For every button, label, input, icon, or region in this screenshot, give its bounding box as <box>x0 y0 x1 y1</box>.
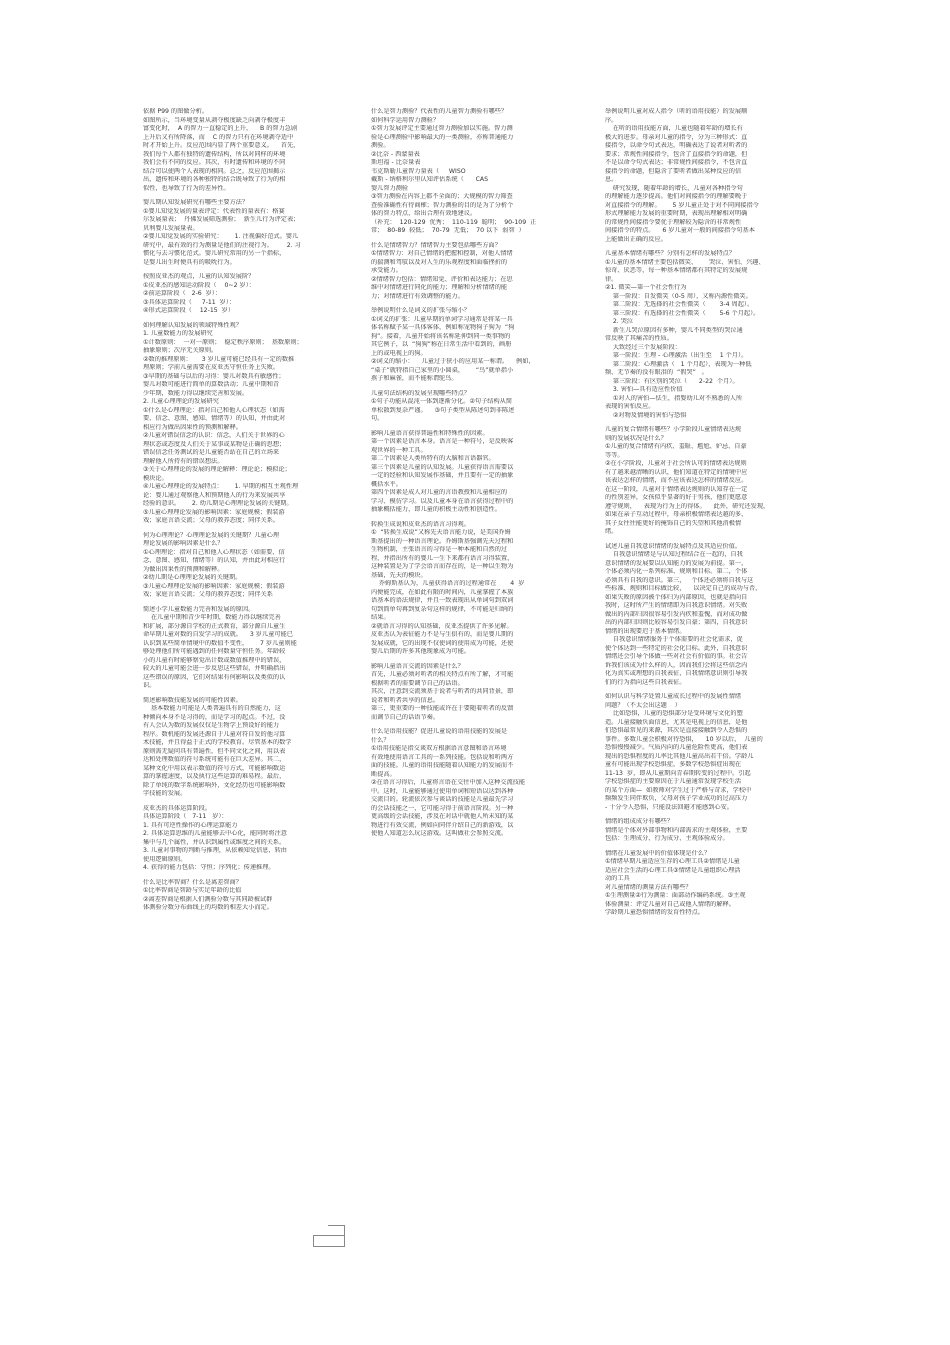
paragraph <box>371 108 591 236</box>
text-line: 诉我们该成为什么样的人，因而我们会将这些信念内 <box>605 661 748 669</box>
text-line: 为做出因果性的预测和解释。 <box>143 565 224 573</box>
text-line: 抽象概括能力，即儿童的积极主动性和创造性。 <box>371 506 501 513</box>
paragraph <box>371 521 591 657</box>
text-line: ②婴儿知觉发展的实验研究： 1. 注视偏好范式。婴儿 <box>143 233 299 240</box>
text-line: 新生儿哭泣原因有多种，婴儿不同类型的哭泣通 <box>605 326 743 334</box>
text-line: 2. 儿童心理理论的发展研究 <box>143 398 219 405</box>
text-line: 第一阶段：生理 - 心理激活（出生至 1 个月）。 <box>605 352 748 359</box>
text-line: 影响儿童语言交流的因素是什么？ <box>371 662 464 670</box>
text-line: 识。 <box>143 682 156 689</box>
text-line: 动的工具 <box>605 875 630 882</box>
text-line: 单松散到复杂严谨。 ③句子类型从陈述句到非陈述 <box>371 406 515 414</box>
text-line: 上的或电视上的狗。 <box>371 349 427 357</box>
paragraph <box>143 273 363 316</box>
text-line: 接指令，以命令句式表达，明确表达了说者对听者的 <box>605 142 748 149</box>
text-line: 体名称赋予某一具体客体，例如称宠物狗子狗为 “狗 <box>371 324 515 331</box>
text-line: 惯化与去习惯化范式。婴儿研究常用的另一个指标， <box>143 250 286 257</box>
text-line: 自我意识情绪服务于个体需要的社会化需求，促 <box>605 636 743 643</box>
text-line: 更高级的会话技能，涉及在对话中就他人所未知的某 <box>371 813 514 820</box>
text-line: 举例说明什么是词义的扩张与缩小？ <box>371 307 470 314</box>
text-line: 戏；家庭言语交流；父母的教养态度；同伴关系 <box>143 591 273 598</box>
text-line: 如何认识与科学处置儿童成长过程中的发展性情绪 <box>605 693 742 700</box>
paragraph <box>605 426 825 537</box>
text-line: 一定的经验和认知发展作基础，并且要有一定的抽象 <box>371 472 514 479</box>
text-line: 某种文化中用以表示数值的符号方式，可能影响数运 <box>143 764 286 772</box>
text-line: 对儿童情绪的测量方法有哪些？ <box>605 883 692 891</box>
text-line: ③早期的基础与以后的习得：婴儿对数具有敏感性； <box>143 372 285 380</box>
text-line: 其次，注意到交流须基于说者与听者的共同背景，即 <box>371 688 514 695</box>
text-line: 的常规性间接指令要优于理解较为隐含的非常规性 <box>605 218 742 226</box>
text-line: 常； 80-89 较低； 70-79 无低； 70 以下 弱智 ） <box>371 227 525 234</box>
text-line: 第二阶段：心理激活（ 1 个月起），表现为一种低 <box>605 360 752 368</box>
text-line: 如果失败的原因被个体归为内部原因，也就是指向自 <box>605 593 748 601</box>
text-line: 查验准确性有待商榷；智力测验的目的是为了分析个 <box>371 201 514 209</box>
text-line: 在听的语用技能方面，儿童也随着年龄的增长有 <box>605 125 743 132</box>
text-line: 少年期，数能力得以继续完善和发展。 <box>143 389 249 397</box>
text-line: 时才开始上升。反应范围内显了两个重要意义。 首先， <box>143 142 300 149</box>
text-line: ②1. 微笑—第一个社会性行为 <box>605 284 687 291</box>
text-line: 戴斯 - 纳格利尔里认知评估系统（ CAS <box>371 176 489 183</box>
text-line: 转换生成说和皮亚杰的语言习得观。 <box>371 520 470 528</box>
text-line: 婴儿智力测验 <box>371 184 409 192</box>
text-line: 意识情绪的发展要以认知能力的发展为前提。第一， <box>605 559 748 567</box>
text-line: 学校恐惧症的主要原因在于儿童通常发现学校生活 <box>605 778 742 785</box>
text-line: 现出的恐惧程度的儿率比其他儿童高出若干倍。学龄儿 <box>605 752 754 760</box>
text-line: 中。这时，儿童能够通过使用单词和短语以达到各种 <box>371 787 514 795</box>
text-line: 什么是比率智商？什么是离差智商？ <box>143 878 242 886</box>
text-line: ①计数原则： 一对一原则； 稳定秩序原则； 基数原则； <box>143 338 303 346</box>
text-line: ④儿童心理理论的发展特点： 1. 早期的相互主观性理 <box>143 483 299 490</box>
scan-box-mark <box>313 1235 345 1247</box>
text-line: 维中对情绪进行同化的能力；理解和分析情绪的能 <box>371 284 508 291</box>
text-line: 情绪的出现要迟于基本情绪。 <box>605 627 686 635</box>
text-line: 句到简单句再到复杂句这样的规律，不可能是归纳的 <box>371 605 514 613</box>
text-line: 第二个因素是人类所特有的大脑和言语器官。 <box>371 455 495 462</box>
text-line: 除了单纯的数字系统影响外，文化经历也可能影响数 <box>143 781 286 789</box>
text-line: 造。儿童接触负面信息，尤其是电视上的信息，是他 <box>605 718 748 726</box>
text-line: ①什么是心理理论：指对自己和他人心理状态（如需 <box>143 406 285 414</box>
text-line: 什么？ <box>371 736 390 744</box>
paragraph <box>143 108 363 193</box>
text-line: 断提高。 <box>371 770 396 778</box>
text-line: 字技能的发展。 <box>143 790 187 797</box>
text-line: 理解他人所持有的错误想法。 <box>143 457 224 465</box>
text-line: 则的发展状况是什么？ <box>605 434 667 442</box>
text-line: 算的掌握速度，以及执行这些运算的难易程。最后， <box>143 773 286 780</box>
text-line: ①生理测量②行为测量：面部动作编码系统。③主观 <box>605 892 746 899</box>
text-line: 概括水平。 <box>371 480 402 488</box>
text-line: 学龄期儿童恐惧情绪的发育性特点。 <box>605 909 704 916</box>
text-line: 小的儿童有时能够察觉出计数或数值推理中的错误， <box>143 656 286 664</box>
text-line: 测验。 <box>371 142 390 149</box>
text-line: 第三个因素是儿童的认知发展。儿童获得语言需要以 <box>371 463 514 471</box>
text-line: 论：婴儿通过观察他人和预期他人的行为来发展共享 <box>143 491 286 499</box>
text-line: 较大的儿童可能会进一步反思这些错误，并明确指出 <box>143 665 286 672</box>
text-line: 第一个因素是语言本身。语言是一种符号，是反映客 <box>371 438 514 445</box>
text-line: 第四个因素是成人对儿童的言语教授和儿童相应的 <box>371 489 508 496</box>
text-line: 4. 获得的能力包括：守恒；序列化；传递推理。 <box>143 864 275 871</box>
text-line: 不是以命令句式表达；非常规性间接指令，不包含直 <box>605 159 748 166</box>
text-line: 如何理解认知发展的领域特殊性观？ <box>143 321 242 329</box>
text-line: ②儿童对错误信念的认识：信念，人们关于世界的心 <box>143 432 285 439</box>
paragraph <box>605 693 825 812</box>
text-line: 童有可能出现学校恐惧症，多数学校恐惧症出现在 <box>605 761 742 768</box>
text-line: 理论发展的影响因素是什么？ <box>143 540 224 547</box>
text-line: 对直接指令的理解。 5 岁儿童正处于对不同间接指令 <box>605 201 759 209</box>
text-line: 首先，儿童必须对听者的相关特点有所了解，才可能 <box>371 671 514 678</box>
text-line: 什么是情绪智力？情绪智力主要包括哪些方面？ <box>371 241 501 249</box>
text-line: 物进行有效交流，例如向同伴介绍自己的新游戏，以 <box>371 821 514 829</box>
paragraph <box>605 250 825 420</box>
text-line: 而调节自己的话语节奏。 <box>371 713 440 721</box>
text-line: ④形式运算阶段（ 12-15 岁） <box>143 307 235 314</box>
text-line: 具体运算阶段（ 7-11 岁）： <box>143 813 228 820</box>
text-line: 2. 哭泣 <box>605 318 634 325</box>
text-line: ①情绪智力：对自己情绪的把握和控制，对他人情绪 <box>371 250 513 257</box>
text-line: 出的内部归因则比较容易引发自豪；第四，自我意识 <box>605 619 748 626</box>
text-line: 情绪还会引导个体做一些对社会有价值的事。社会告 <box>605 653 748 660</box>
text-line: ②对物及情境的害怕与恐惧 <box>605 411 687 419</box>
text-line: 如图所示，当环境变量从剥夺极度缺乏向剥夺极度丰 <box>143 116 286 124</box>
text-line: 第三阶段：有选择的社会性微笑（ 5-6 个月起）。 <box>605 309 760 317</box>
text-line: 些标准、规则和目标做比较， 以决定自己的成功与否， <box>605 585 762 592</box>
text-line: 在这一阶段，儿童对于情绪表达规则的认知存在一定 <box>605 485 748 493</box>
paragraph <box>605 108 825 244</box>
text-line: ①句子功能从混沌一体到逐渐分化。②句子结构从简 <box>371 398 513 405</box>
text-line: 做出的内部归因很容易引发内疚和羞愧，而对成功做 <box>605 610 748 618</box>
text-line: 2. 具体运算思维的儿童能够去中心化，能同时将注意 <box>143 830 287 837</box>
paragraph <box>143 879 363 913</box>
paragraph <box>371 242 591 302</box>
text-line: 婴儿期认知发展研究有哪些主要方法？ <box>143 199 249 206</box>
text-line: 有人会认为数的发展仅仅是生物学上预设好的能力 <box>143 722 280 729</box>
text-line: 1. 儿童数能力的发展研究 <box>143 330 213 337</box>
text-line: 情绪是个体对外部事物和内部需求的主观体验，主要 <box>605 826 748 834</box>
text-line: 简述影响数技能发展的可能性因素。 <box>143 696 242 704</box>
text-line: 包括：生理成分、行为成分、主观体验成分。 <box>605 835 729 842</box>
text-line: 验是心理测验中影响最大的一类测验，亦称普通能力 <box>371 133 514 141</box>
text-line: 律。 <box>605 275 618 283</box>
text-line: ①比率智商是智龄与实足年龄的比值 <box>143 887 242 894</box>
text-line: 情绪的组成成分有哪些？ <box>605 818 674 825</box>
text-line: 斯坦福 - 比奈量表 <box>371 159 421 166</box>
text-line: 上升后又有所降落，而 C 的智力只有在环境剥夺适中 <box>143 133 294 141</box>
text-line: 试述儿童自我意识情绪的发展特点及其适应价值。 <box>605 542 742 550</box>
text-line: 命早期儿童对数的自发学习的成就。 3 岁儿童可能已 <box>143 631 293 638</box>
text-line: 狗”。接着，儿童开始将该名称延伸到同一类事物的 <box>371 332 511 340</box>
text-line: 儿童句法结构的发展呈现哪些特点？ <box>371 389 470 397</box>
paragraph <box>605 818 825 844</box>
text-line: 认识到某些简单情境中的数值不变性， 7 岁儿童则能 <box>143 639 297 647</box>
text-line: ②就语言习得的认知基础，皮亚杰提供了许多见解。 <box>371 622 513 630</box>
text-line: 息。 <box>605 176 618 183</box>
text-line: ⑤儿童心理理论发展的影响因素：家庭规模；假装游 <box>143 508 285 516</box>
text-line: 集中与几个属性，并认识到属性或维度之间的关系。 <box>143 838 286 846</box>
text-line: 交流目的。轮流依次参与谈话的技能是儿童最先学习 <box>371 796 514 803</box>
text-line: 等等。 <box>605 451 624 459</box>
text-line: 遵守规则， 表现为行为上的得体。 此外，研究还发现， <box>605 502 770 510</box>
text-line: 情绪在儿童发展中的价值体现是什么？ <box>605 849 711 857</box>
text-line: 比如恐惧，儿童的恐惧部分是受环境与文化的塑 <box>605 710 743 717</box>
text-line: 似性，也导致了行为的差异性。 <box>143 184 230 192</box>
text-line: 表现的害怕反应。 <box>605 403 655 410</box>
text-line: 按照皮亚杰的观点，儿童的认知发展阶？ <box>143 273 255 280</box>
text-line: ②离差智商是根据人们测验分数与其同龄被试群 <box>143 895 273 903</box>
text-line: 原则需无疑问具有普遍性，但不同文化之间，用以表 <box>143 747 286 755</box>
text-line: 体验测量：评定儿童对自己或他人情绪的解释。 <box>605 900 735 908</box>
text-line: 儿童的复合情绪有哪些？小学阶段儿童情绪表达规 <box>605 426 742 433</box>
text-column-right <box>605 108 825 924</box>
text-line: 体的智力特点，给出合理有效地建议。 <box>371 210 477 217</box>
text-line: 儿童基本情绪有哪些？分别有怎样的发展特点？ <box>605 250 735 257</box>
paragraph <box>143 697 363 799</box>
text-line: 化为真实或理想的自我表征，自我情绪意识则引导我 <box>605 670 748 677</box>
text-line: 如果在亲子互动过程中，母亲积极情绪表达越的多， <box>605 511 748 518</box>
text-line: 我们会有不同的反应。其次，有时遗传和环境的不同 <box>143 159 286 166</box>
text-line: 事件。多数儿童会积极对待恐惧， 10 岁以后， 儿童的 <box>605 735 763 743</box>
text-line: ①智力发展评定主要通过智力测验加以实施。智力测 <box>371 125 513 132</box>
text-line: 依据 P99 的图做分析。 <box>143 108 209 115</box>
text-line: 序。 <box>605 116 618 124</box>
text-line: 影响儿童语言获得普遍性和特殊性的因素。 <box>371 429 489 437</box>
text-line: 形式理解能力发展的重要时期，表现出理解相对明确 <box>605 210 748 217</box>
text-line: 婴儿后期的许多其他现象成为可能。 <box>371 648 470 655</box>
text-line: 基础，先天的模块。 <box>371 571 427 579</box>
text-line: 婴儿对数可能进行简单的算数活动；儿童中期和青 <box>143 381 280 388</box>
paragraph <box>605 543 825 688</box>
text-line: 什么是语用技能？促进儿童说的语用技能的发展是 <box>371 728 508 735</box>
text-line: 念、意图、感知、情绪等）的认知，并由此对相应行 <box>143 557 286 564</box>
text-line: 皮亚杰的具体运算阶段。 <box>143 804 212 812</box>
text-line: ③智力测验在内容上都不全面的；大规模的智力筛查 <box>371 193 513 200</box>
text-line: 的会话技能之一，它可能习得于前语言阶段。另一种 <box>371 804 514 812</box>
text-column-left <box>143 108 363 919</box>
text-line: 出，遗传和环境的各种独特的结合既导致了行为的相 <box>143 176 286 183</box>
text-line: 第一阶段：自发微笑（0-5 周），又称内源性微笑。 <box>605 292 752 300</box>
text-line: - 十分令人恐惧，只能设法回避才能感到心安。 <box>605 803 733 811</box>
text-line: 的揣测和驾驭以及对人生的乐观程度和面临挫折的 <box>371 258 508 266</box>
text-line: 抽象原则；次序无关原则。 <box>143 347 218 354</box>
text-line: 有了越来越清晰的认识，他们知道在特定的情境中应 <box>605 468 748 476</box>
text-line: 的性别差异，女孩似乎显著的好于男孩，他们更愿意 <box>605 494 748 501</box>
text-line: 我们每个人都有独特的遗传结构，所以对同样的环境 <box>143 150 286 158</box>
text-line: ①语用技能是指交谈双方根据语言意图和语言环境 <box>371 745 507 752</box>
text-line: 其它例子，以 “狗狗”称在日常生活中看到的，画册 <box>371 341 512 348</box>
text-line: 理原则；学前儿童需要在皮亚杰守恒任务上失败。 <box>143 364 280 371</box>
text-line: 句。 <box>371 415 384 422</box>
text-line: 语基本的语法规律，并且一致表现出从单词句到双词 <box>371 597 514 604</box>
text-line: ①儿童的基本情绪主要包括微笑、 哭泣、害怕、兴趣、 <box>605 258 765 266</box>
text-line: 们恐惧最常见的来源，其次是直接接触到令人恐惧的 <box>605 727 748 734</box>
text-line: 种倾向本身不是习得的，而是学习的起点。不过，没 <box>143 713 286 721</box>
text-line: ②幼儿期是心理理论发展的关键期。 <box>143 574 242 581</box>
text-line: ①对人的害怕—怯生，指婴幼儿对不熟悉的人所 <box>605 394 743 402</box>
text-line: ① “转换生成说”又称先天语言能力说，是美国乔姆 <box>371 529 511 536</box>
text-line: 要求；常规性间接指令，包含了直接指令的命题，但 <box>605 150 748 158</box>
text-line: 该表达怎样的情绪，而不应该表达怎样的情绪反应。 <box>605 477 748 484</box>
text-line: 频频发生同伴欺负，父母对孩子学业成功的过高压力 <box>605 795 748 802</box>
text-line: 们的行为指向这些自我表征。 <box>605 678 686 686</box>
text-line: 错误信念任务测试的是儿童能否站在自己的立场来 <box>143 449 280 456</box>
text-line: 斯基提出的一种语言理论。乔姆斯基强调先天过程和 <box>371 537 514 545</box>
paragraph <box>143 199 363 267</box>
text-line: 根据听者的需要调节自己的话语。 <box>371 679 464 687</box>
text-line: 3. 害怕—具有适应性价值 <box>605 386 683 393</box>
text-line: 皮亚杰认为表征能力不是与生俱有的，而是婴儿期的 <box>371 631 514 638</box>
text-line: 够处理他们所可能遇到的任何数量守恒任务。年龄较 <box>143 648 286 655</box>
text-line: 问题？（不太会出这题 ） <box>605 701 681 709</box>
text-line: 使他人知道怎么玩这游戏。这叫做社会参照交流。 <box>371 830 508 837</box>
paragraph <box>371 307 591 384</box>
text-line: 发展成就，它的出现不仅使词的使用成为可能，还使 <box>371 639 514 647</box>
text-line: ②数的推理原则： 3 岁儿童可能已经具有一定的数推 <box>143 355 295 363</box>
text-line: 接指令的命题，但隐含了要听者做出某种反应的信 <box>605 167 742 175</box>
text-line: 程序。数机能的发展还源自于儿童对符自发的他习算 <box>143 730 286 738</box>
text-line: ①皮亚杰的感知运动阶段（ 0~2 岁）： <box>143 281 255 289</box>
text-line: ②比奈 - 西蒙量表 <box>371 150 420 158</box>
text-line: “桌子”就特指自己家里的小圆桌， “鸟”就单指小 <box>371 366 514 374</box>
text-line: 模块论。 <box>143 474 168 482</box>
text-line: 研究发现，随着年龄的增长，儿童对各种指令句 <box>605 184 743 192</box>
text-line: ③关于心理理论的发展的理论解释：理论论；模拟论； <box>143 466 291 473</box>
text-line: 生物机制，主张语言的习得是一种本能和自然的过 <box>371 546 508 553</box>
text-line: 我时，这时所产生的情绪即为自我意识情绪。对失败 <box>605 602 748 609</box>
text-line: 术技能，并且得益于正式的学校教育。尽管基本的数学 <box>143 739 292 746</box>
text-line: 这种装置是为了学会语言而存在的，是一种以生物为 <box>371 563 514 570</box>
text-line: 基本数能力可能是人类普遍具有的自然能力，这 <box>143 705 281 712</box>
text-line: ②前运算阶段（ 2-6 岁）： <box>143 290 222 297</box>
text-line: 简述小学儿童数能力完善和发展的原因。 <box>143 605 255 613</box>
text-line: 第二阶段：无选择的社会性微笑（ 3-4 周起）。 <box>605 301 754 308</box>
text-line: 理状态或态度及人们关于某事或某物是正确的思想； <box>143 440 286 448</box>
text-line: 这些错误的原因，它们对结果有何影响以及类似的认 <box>143 673 286 681</box>
paragraph <box>371 430 591 515</box>
text-line: 有效地使用语言工具的一系列技能。包括说和听两方 <box>371 753 514 761</box>
text-line: ②词义的缩小： 儿童过于狭小的应用某一称谓。 例如， <box>371 358 535 365</box>
text-line: ①情绪早期儿童适应生存的心理工具②情绪是儿童 <box>605 858 740 865</box>
text-line: ①心理理论：指对自己和他人心理状态（如需要、信 <box>143 548 285 556</box>
paragraph <box>143 606 363 691</box>
text-line: 相应行为做出因果性的预测和解释。 <box>143 423 242 431</box>
text-line: 结果。 <box>371 614 390 621</box>
text-line: 结合可以使两个人表现的相同。总之，反应范围揭示 <box>143 167 286 175</box>
text-line: 间接指令的特点。 6 岁儿童对一般的间接指令句基本 <box>605 227 755 234</box>
text-column-middle <box>371 108 591 845</box>
text-line: ①儿童的复合情绪有内疚、羞耻、尴尬、妒忌、自豪 <box>605 443 747 450</box>
text-line: 11-13 岁，即从儿童期向青春期转变的过程中。引起 <box>605 769 751 777</box>
text-line: ①词义的扩张：儿童早期的单词学习通常是将某一具 <box>371 315 513 323</box>
text-line: 极大的进步。母亲对儿童的指令，分为三种形式：直 <box>605 133 748 141</box>
text-line: 要、信念、意图、感知、情绪等）的认知，并由此对 <box>143 415 286 422</box>
paragraph <box>371 728 591 839</box>
text-line: 研究中，最有效的行为测量是他们的注视行为。 2. 习 <box>143 241 301 249</box>
text-line: 其子女往往能更好的掩饰自己的失望和其他消极情 <box>605 519 742 527</box>
text-line: 面的技能。儿童的语用技能随着认知能力的发展而不 <box>371 762 514 769</box>
text-line: 燕子和麻雀，而不能称谓鸵鸟。 <box>371 375 458 382</box>
text-line: 和扩展，部分源自学校的正式教育，部分源自儿童生 <box>143 622 286 630</box>
text-line: 适应社会生活的心理工具③情绪是儿童组织心理活 <box>605 866 741 874</box>
text-line: 力；对情绪进行有效调整的能力。 <box>371 292 464 300</box>
text-line: 举例说明儿童对成人指令（听的语用技能）的发展顺 <box>605 108 748 115</box>
text-line: 恐惧慢慢减少。气质内向的儿童危险性更高，他们表 <box>605 744 748 751</box>
text-line: ②情绪智力包括：情绪知觉、评价和表达能力；在思 <box>371 275 513 283</box>
text-line: 大致经过三个发展阶段： <box>605 343 681 351</box>
text-line: 上能做出正确的反应。 <box>605 235 667 243</box>
text-line: ②在小学阶段，儿童对于社会所认可的情绪表达规则 <box>605 460 747 467</box>
text-line: 乔姆斯基认为，儿童获得语言的过程通常在 4 岁 <box>371 580 525 587</box>
paragraph <box>143 805 363 873</box>
text-line: ①婴儿知觉发展的量表评定：代表性的量表有：格赛 <box>143 207 285 215</box>
text-line: 内便能完成，在如此有限的时间内，儿童掌握了本族 <box>371 588 514 596</box>
text-line: 频、无节奏的没有眼泪的 “假哭” 。 <box>605 369 708 376</box>
text-line: 的理解能力逐步提高。他们对间接指令的理解要晚于 <box>605 193 748 200</box>
text-line: 贝利婴儿发展量表。 <box>143 224 199 232</box>
paragraph <box>143 532 363 600</box>
text-line: ③具体运算阶段（ 7-11 岁）： <box>143 298 236 306</box>
text-line: 必须具有自我的意识。第三， 个体还必须将自我与这 <box>605 576 754 584</box>
text-line: 自我意识情绪是与认知过程结合在一起的，自我 <box>605 551 743 558</box>
text-line: 3. 儿童对事物的判断与推理，从依赖知觉信息，转由 <box>143 847 287 854</box>
text-line: 尔发展量表； 丹佛发展筛选测验； 新生儿行为评定表； <box>143 216 300 223</box>
text-line: 在儿童中期和青少年时期，数能力得以继续完善 <box>143 614 281 621</box>
paragraph <box>143 322 363 526</box>
paragraph <box>371 663 591 723</box>
text-line: 说者和听者共享的信息。 <box>371 696 440 704</box>
text-line: 个体必须内化一系列标准、规则和目标。第二，个体 <box>605 568 748 575</box>
text-line: 达和处理数值的符号系统可能有在巨大差异。其二， <box>143 756 286 763</box>
text-line: 戏；家庭言语交流；父母的教养态度；同伴关系。 <box>143 517 280 524</box>
text-line: 富变化时， A 的智力一直稳定的上升， B 的智力急剧 <box>143 125 298 132</box>
text-line: 经验的意识。 2. 幼儿期是心理理论发展的关键期。 <box>143 500 293 507</box>
text-line: 如何科学运用智力测验？ <box>371 116 440 124</box>
text-line: 第三，更重要的一种技能或许在于要随着听者的反馈 <box>371 705 514 712</box>
paragraph <box>605 850 825 918</box>
text-line: 学习、模仿学习。以及儿童本身在语言获得过程中的 <box>371 497 514 505</box>
text-line: 是婴儿出生时便具有的吸吮行为。 <box>143 258 236 266</box>
text-line: 惊奇、厌恶等，每一种基本情绪都有其特定的发展规 <box>605 267 748 274</box>
text-line: 1. 具有可逆性操作的心理运算能力 <box>143 821 238 829</box>
text-line: ②在语言习得后，儿童将言语在交往中加入这种交流技能 <box>371 779 526 786</box>
text-line: 程，并指出所有的婴儿一生下来都有语言习得装置， <box>371 554 514 562</box>
text-line: 韦克斯勒儿童智力量表（ WISO <box>371 167 466 175</box>
text-line: 使用逻辑原则。 <box>143 855 187 863</box>
text-line: 的某个方面— 如教师对学生过于严格与苛求，学校中 <box>605 786 752 794</box>
text-line: 使个体达到一些特定的社会化目标。此外，自我意识 <box>605 644 748 652</box>
text-line: 体测验分数分布曲线上的均数的相差大小而定。 <box>143 904 273 911</box>
text-line: 何为心理理论？心理理论发展的关键期？儿童心理 <box>143 531 280 539</box>
text-line: 什么是智力测验？代表性的儿童智力测验有哪些？ <box>371 108 508 115</box>
text-line: 承受能力。 <box>371 267 402 274</box>
text-line: ③儿童心理理论发展的影响因素：家庭规模；假装游 <box>143 582 285 590</box>
text-line: 观世界的一种工具。 <box>371 446 427 454</box>
text-line: 绪。 <box>605 528 618 535</box>
text-line: 常反映了其痛苦的性质。 <box>605 335 674 342</box>
paragraph <box>371 390 591 424</box>
text-line: 第三阶段：有区别的哭泣（ 2-22 个月）。 <box>605 377 739 385</box>
text-line: （补充： 120-129 优秀； 110-119 聪明； 90-109 正 <box>371 218 537 226</box>
